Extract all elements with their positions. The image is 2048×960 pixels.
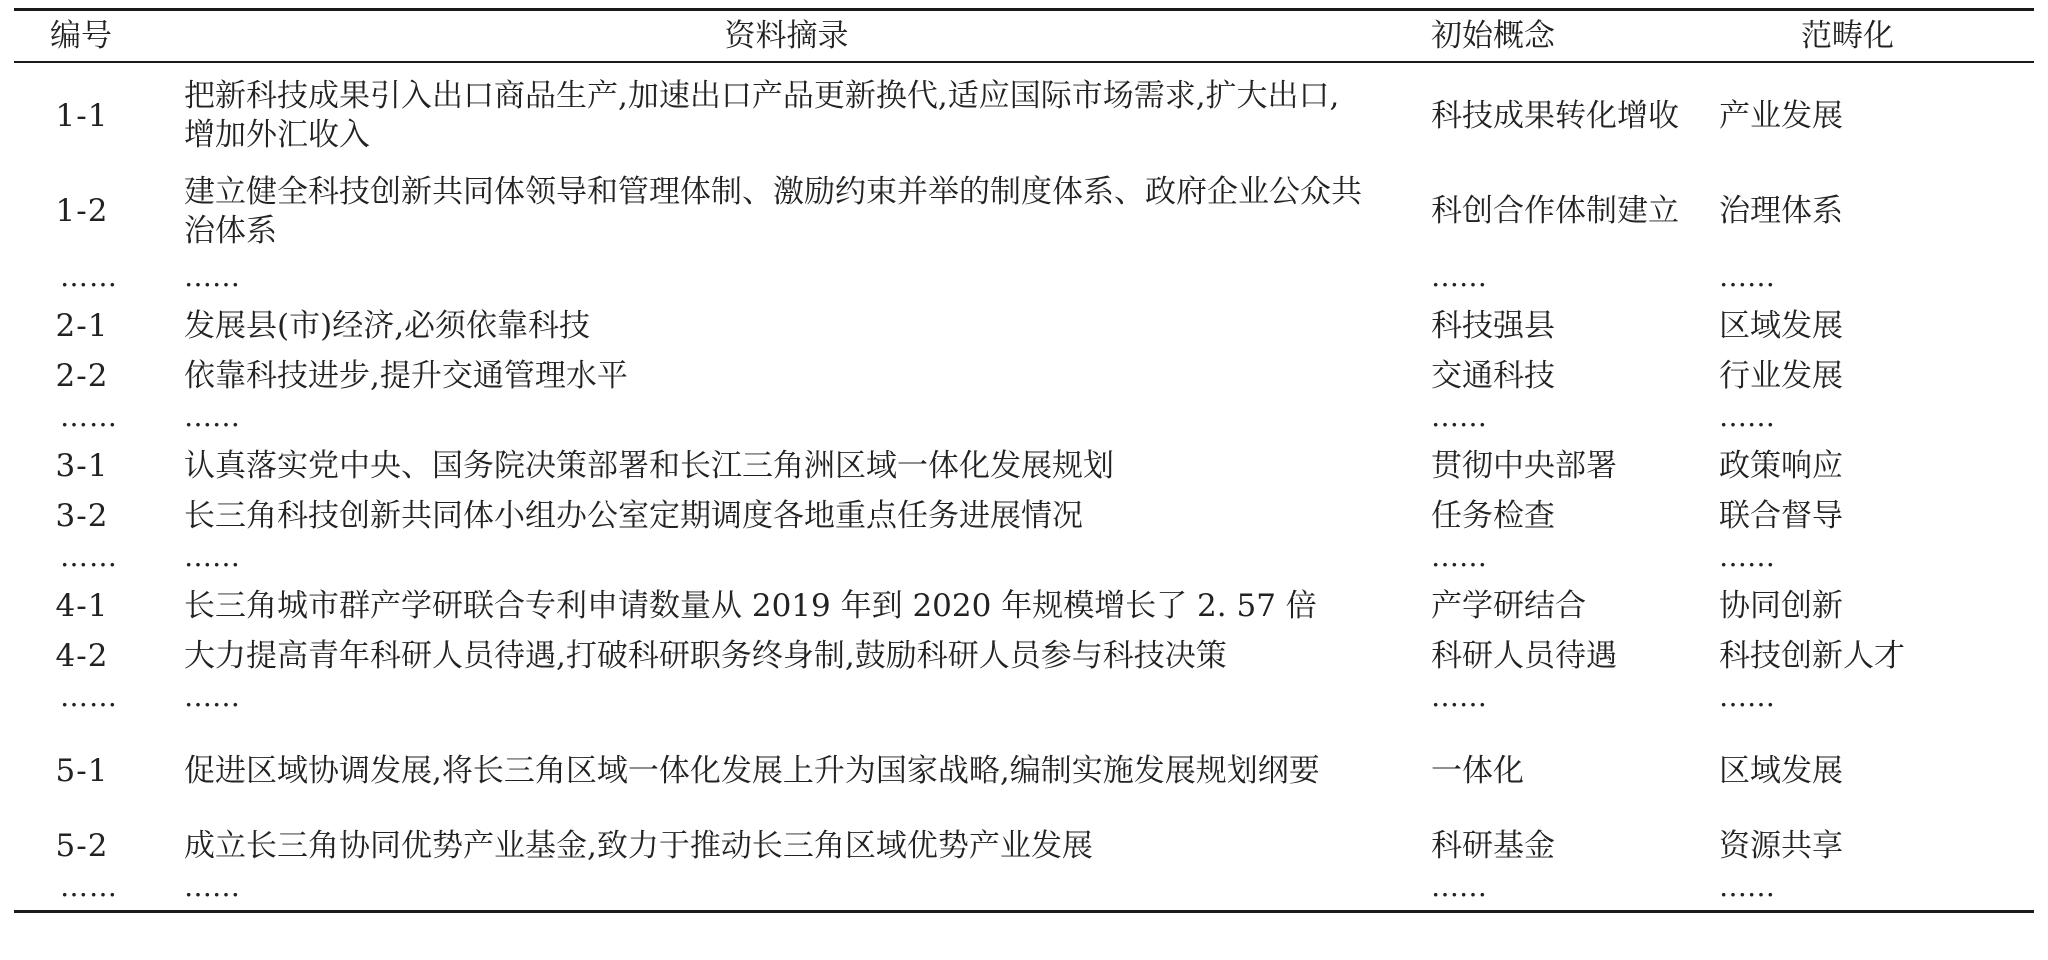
row-id: 3-1 — [55, 448, 109, 484]
table-row-ellipsis — [14, 872, 2034, 912]
table-body — [14, 62, 2034, 912]
row-concept: …… — [1431, 399, 1487, 433]
table-row-ellipsis — [14, 262, 2034, 302]
row-concept: 产学研结合 — [1431, 588, 1586, 624]
table-row — [14, 162, 2034, 262]
row-concept: …… — [1389, 872, 1719, 912]
row-id: …… — [60, 399, 118, 433]
row-category: …… — [1719, 399, 1775, 433]
row-id: 2-1 — [55, 308, 109, 344]
row-concept: 科创合作体制建立 — [1431, 193, 1679, 229]
row-excerpt: 建立健全科技创新共同体领导和管理体制、激励约束并举的制度体系、政府企业公众共治体系 — [184, 173, 1362, 249]
row-id: 5-2 — [55, 828, 109, 864]
header-row — [14, 10, 2034, 62]
table-row-ellipsis — [14, 542, 2034, 582]
table-row-ellipsis — [14, 402, 2034, 442]
row-category: 区域发展 — [1719, 308, 1843, 344]
row-category: …… — [1719, 872, 2034, 912]
row-category: …… — [1719, 679, 1775, 713]
table-row — [14, 442, 2034, 492]
row-category: 协同创新 — [1719, 588, 1843, 624]
row-category: 资源共享 — [1719, 828, 1843, 864]
table-row — [14, 302, 2034, 352]
row-category: 行业发展 — [1719, 358, 1843, 394]
row-concept: 任务检查 — [1431, 498, 1555, 534]
header-id: 编号 — [14, 10, 184, 62]
row-excerpt: 依靠科技进步,提升交通管理水平 — [184, 358, 628, 394]
row-excerpt: …… — [184, 539, 240, 573]
header-excerpt: 资料摘录 — [184, 10, 1389, 62]
row-id: 4-1 — [55, 588, 109, 624]
row-category: 联合督导 — [1719, 498, 1843, 534]
row-concept: …… — [1431, 539, 1487, 573]
row-category: 区域发展 — [1719, 753, 1843, 789]
row-category: 政策响应 — [1719, 448, 1843, 484]
row-concept: 科技强县 — [1431, 308, 1555, 344]
row-excerpt: 认真落实党中央、国务院决策部署和长江三角洲区域一体化发展规划 — [184, 448, 1114, 484]
row-concept: 交通科技 — [1431, 358, 1555, 394]
row-concept: 一体化 — [1431, 753, 1524, 789]
table-row — [14, 632, 2034, 682]
row-concept: 贯彻中央部署 — [1431, 448, 1617, 484]
table-row — [14, 722, 2034, 822]
row-excerpt: …… — [184, 399, 240, 433]
row-id: …… — [60, 539, 118, 573]
row-concept: 科研基金 — [1431, 828, 1555, 864]
row-id: …… — [60, 259, 118, 293]
header-category: 范畴化 — [1719, 10, 2034, 62]
row-id: 5-1 — [55, 753, 109, 789]
row-excerpt: 长三角城市群产学研联合专利申请数量从 2019 年到 2020 年规模增长了 2. 57 倍 — [184, 588, 1317, 624]
row-excerpt: 成立长三角协同优势产业基金,致力于推动长三角区域优势产业发展 — [184, 828, 1093, 864]
row-excerpt: …… — [184, 872, 1389, 912]
row-id: 1-1 — [55, 97, 109, 134]
row-excerpt: …… — [184, 679, 240, 713]
row-category: 产业发展 — [1719, 97, 1843, 134]
row-excerpt: 长三角科技创新共同体小组办公室定期调度各地重点任务进展情况 — [184, 498, 1083, 534]
row-id: 3-2 — [55, 498, 109, 534]
row-category: …… — [1719, 259, 1775, 293]
row-id: …… — [60, 679, 118, 713]
table-row — [14, 492, 2034, 542]
row-concept: 科研人员待遇 — [1431, 638, 1617, 674]
row-concept: …… — [1431, 679, 1487, 713]
coding-table — [14, 8, 2034, 913]
row-concept: …… — [1431, 259, 1487, 293]
row-category: …… — [1719, 539, 1775, 573]
header-concept: 初始概念 — [1389, 10, 1719, 62]
row-category: 科技创新人才 — [1719, 638, 1905, 674]
table-row-ellipsis — [14, 682, 2034, 722]
row-id: …… — [14, 872, 184, 912]
row-excerpt: …… — [184, 259, 240, 293]
table-row — [14, 62, 2034, 162]
row-excerpt: 把新科技成果引入出口商品生产,加速出口产品更新换代,适应国际市场需求,扩大出口,增加外汇收入 — [184, 78, 1340, 153]
row-excerpt: 发展县(市)经济,必须依靠科技 — [184, 308, 591, 344]
row-category: 治理体系 — [1719, 193, 1843, 229]
row-id: 1-2 — [55, 193, 109, 229]
row-excerpt: 促进区域协调发展,将长三角区域一体化发展上升为国家战略,编制实施发展规划纲要 — [184, 753, 1320, 789]
table-row — [14, 352, 2034, 402]
row-id: 2-2 — [55, 358, 109, 394]
table-row — [14, 582, 2034, 632]
row-id: 4-2 — [55, 638, 109, 674]
row-concept: 科技成果转化增收 — [1431, 97, 1679, 134]
coding-table-container — [14, 8, 2034, 913]
table-header — [14, 10, 2034, 62]
table-row — [14, 822, 2034, 872]
row-excerpt: 大力提高青年科研人员待遇,打破科研职务终身制,鼓励科研人员参与科技决策 — [184, 638, 1227, 674]
